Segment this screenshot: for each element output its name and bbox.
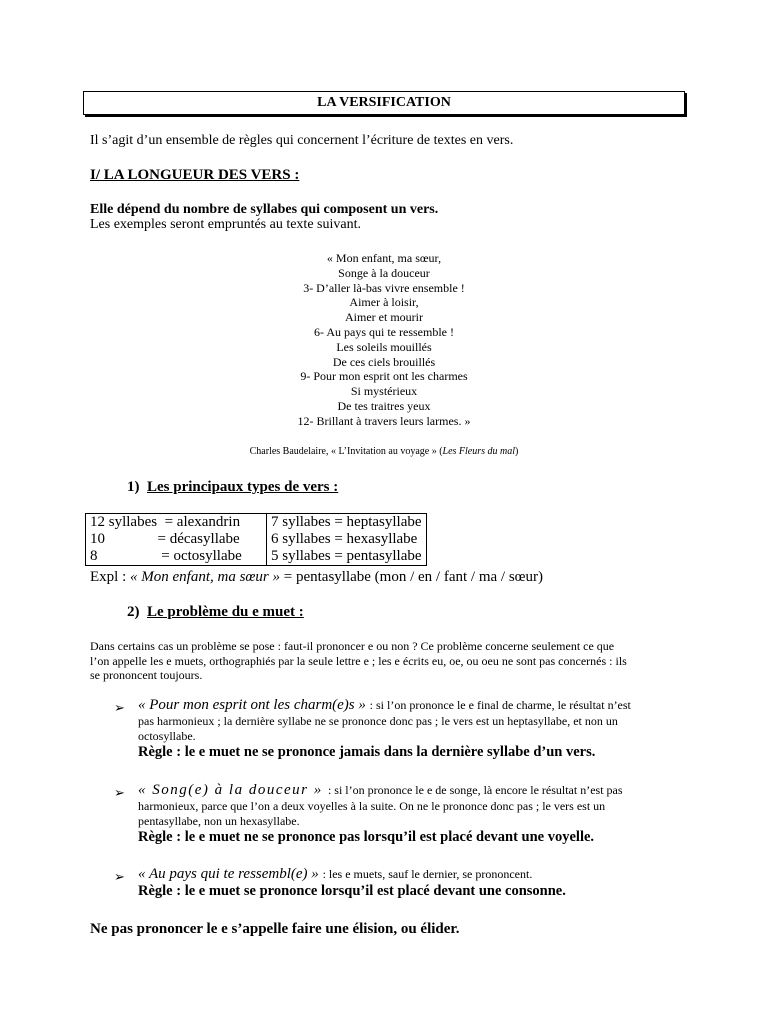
intro-text: Il s’agit d’un ensemble de règles qui concernent l’écriture de textes en vers. [90,133,514,148]
poem-credit [0,446,768,457]
credit-book: Les Fleurs du mal [442,446,516,457]
example-rest: = pentasyllabe (mon / en / fant / ma / sœur) [280,569,543,585]
item-body: pentasyllabe, non un hexasyllabe. [138,814,300,828]
subheading-2-label: Le problème du e muet : [147,604,304,620]
paragraph-line: Dans certains cas un problème se pose : faut-il prononcer e ou non ? Ce problème concerne seulement ce que [90,639,615,653]
table-cell: 12 syllabes = alexandrin [86,514,267,532]
poem-line: 9- Pour mon esprit ont les charmes [300,369,468,384]
paragraph-line: se prononcent toujours. [90,668,203,683]
table-row [86,531,427,548]
poem-line: Aimer à loisir, [349,295,419,310]
poem-line: De tes traitres yeux [337,398,431,413]
table-cell: 10 = décasyllabe [86,531,267,548]
table-row [86,514,427,532]
poem-line: Les soleils mouillés [336,339,432,354]
item-body: : si l’on prononce le e de songe, là encore le résultat n’est pas [327,783,623,797]
arrow-bullet-icon: ➢ [114,785,125,800]
item-rule: Règle : le e muet ne se prononce jamais dans la dernière syllabe d’un vers. [138,744,596,760]
subheading-1 [127,479,338,496]
example-prefix: Expl : [90,569,130,585]
item-lead: « Song(e) à la douceur » [138,782,328,798]
item-body: : les e muets, sauf le dernier, se prononcent. [322,867,533,881]
example-quote: « Mon enfant, ma sœur » [130,569,280,585]
subheading-2 [127,604,304,621]
document-title: LA VERSIFICATION [83,91,685,115]
poem-line: 3- D’aller là-bas vivre ensemble ! [303,280,465,295]
table-cell: 7 syllabes = heptasyllabe [271,514,422,530]
section-lead-bold: Elle dépend du nombre de syllabes qui composent un vers. [90,202,439,217]
item-rule: Règle : le e muet se prononce lorsqu’il est placé devant une consonne. [138,883,566,899]
poem-block [0,251,768,429]
item-lead: « Au pays qui te ressembl(e) » [138,866,323,882]
item-body: : si l’on prononce le e final de charme, le résultat n’est [369,698,631,712]
example-line [90,569,543,586]
poem-line: Songe à la douceur [338,265,430,280]
item-body: octosyllabe. [138,729,196,743]
subheading-1-label: Les principaux types de vers : [147,479,339,495]
list-item [138,696,678,761]
poem-line: Si mystérieux [350,384,418,399]
arrow-bullet-icon: ➢ [114,700,125,715]
list-item [138,865,678,900]
table-cell: 6 syllabes = hexasyllabe [271,531,418,547]
conclusion: Ne pas prononcer le e s’appelle faire une élision, ou élider. [90,921,460,937]
poem-line: « Mon enfant, ma sœur, [326,251,442,265]
poem-line: De ces ciels brouillés [332,354,436,369]
intro-paragraph-2 [90,639,627,683]
section-lead: Les exemples seront empruntés au texte suivant. [90,217,361,232]
list-item [138,781,678,846]
credit-author: Charles Baudelaire, « L’Invitation au voyage » ( [249,446,443,457]
poem-line: 6- Au pays qui te ressemble ! [314,324,454,339]
item-body: pas harmonieux ; la dernière syllabe ne se prononce donc pas ; le vers est un heptasyllabe, et non un [138,714,618,728]
poem-line: Aimer et mourir [345,310,423,325]
poem-line: 12- Brillant à travers leurs larmes. » [297,413,471,428]
table-cell: 8 = octosyllabe [86,548,267,566]
item-rule: Règle : le e muet ne se prononce pas lorsqu’il est placé devant une voyelle. [138,829,595,845]
subheading-1-number: 1) [127,479,140,495]
table-row [86,548,427,566]
table-cell: 5 syllabes = pentasyllabe [271,548,422,564]
paragraph-line: l’on appelle les e muets, orthographiés par la seule lettre e ; les e écrits eu, oe, ou oeu ne sont pas concernés : ils [90,653,627,668]
section-heading: I/ LA LONGUEUR DES VERS : [90,167,300,183]
subheading-2-number: 2) [127,604,140,620]
verse-types-table [85,513,427,566]
item-lead: « Pour mon esprit ont les charm(e)s » [138,697,370,713]
credit-close: ) [515,446,519,457]
arrow-bullet-icon: ➢ [114,869,125,884]
item-body: harmonieux, parce que l’on a deux voyelles à la suite. On ne le prononce donc pas ; le vers est un [138,799,606,813]
